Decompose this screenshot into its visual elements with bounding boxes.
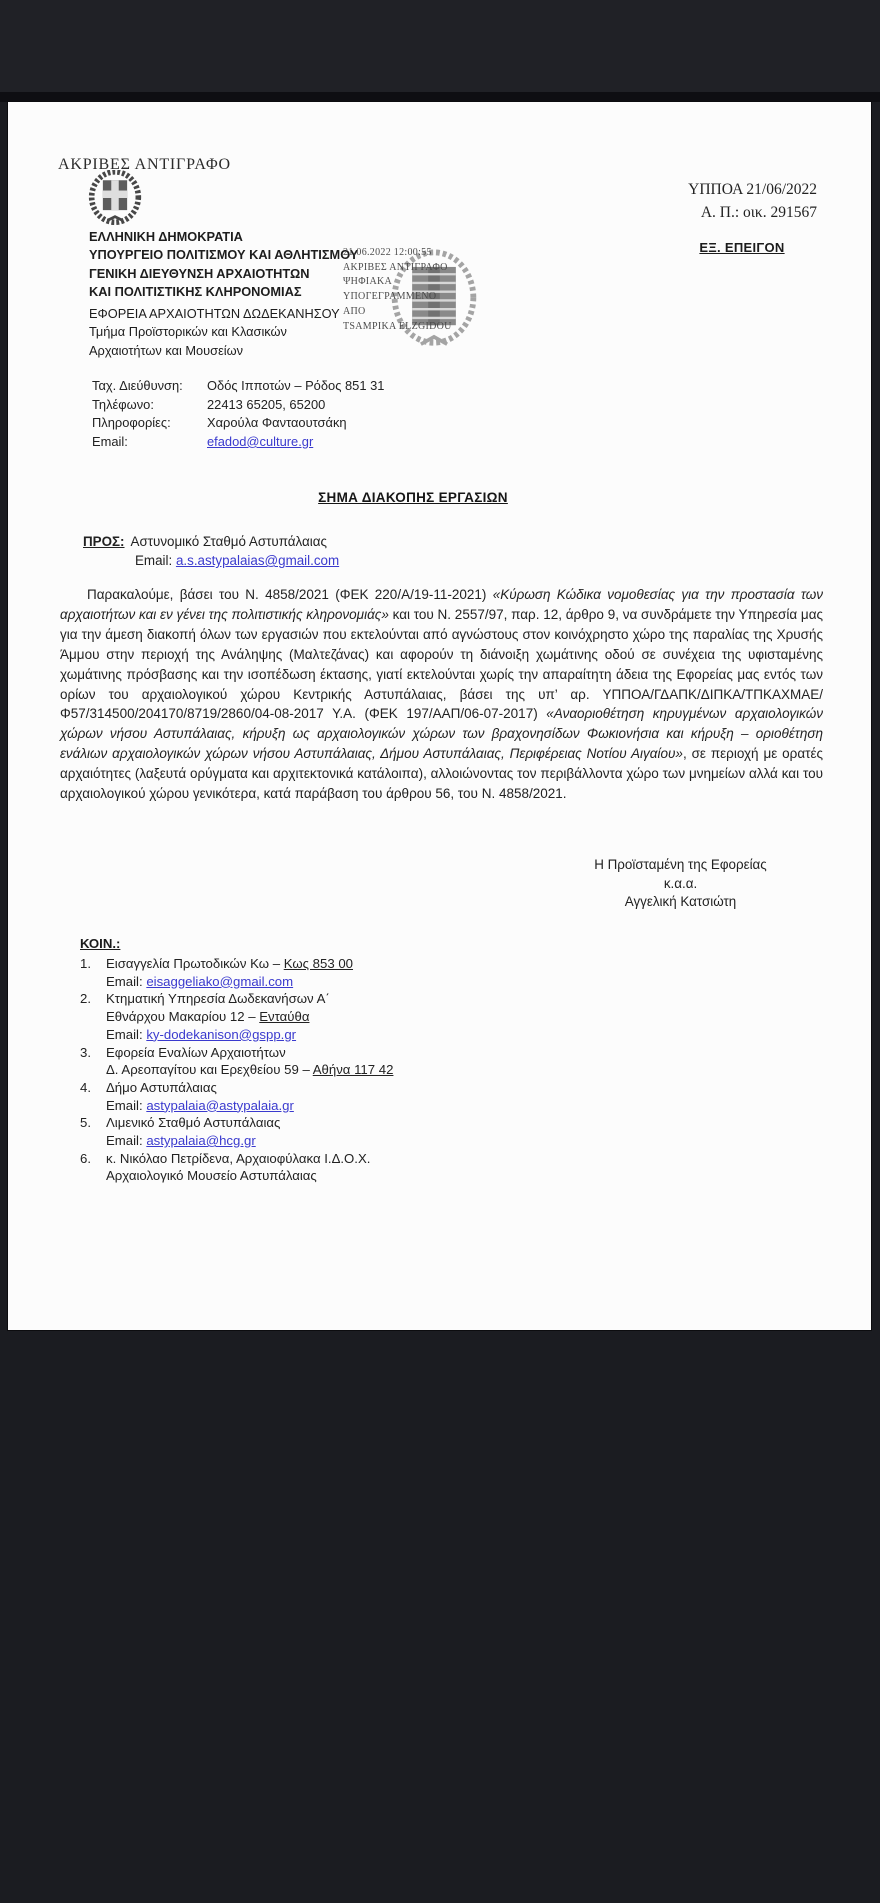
ministry-line: Αρχαιοτήτων και Μουσείων	[89, 342, 244, 358]
contact-value: 22413 65205, 65200	[207, 396, 326, 412]
text-segment: Εισαγγελία Πρωτοδικών Κω –	[106, 956, 284, 971]
body-paragraph	[60, 585, 823, 804]
ministry-line: ΓΕΝΙΚΗ ΔΙΕΥΘΥΝΣΗ ΑΡΧΑΙΟΤΗΤΩΝ	[89, 265, 310, 281]
contact-row	[92, 377, 384, 396]
text-segment: «Κύρωση Κώδικα νομοθεσίας για την προστασία των αρχαιοτήτων και εν γένει της πολιτιστικής κληρονομιάς»	[60, 587, 823, 622]
recipient-block	[83, 532, 339, 570]
cc-item	[80, 990, 580, 1043]
cc-item-number: 4.	[80, 1079, 91, 1095]
text-segment: Κτηματική Υπηρεσία Δωδεκανήσων Α΄	[106, 991, 330, 1007]
contact-label: Email:	[92, 433, 128, 449]
ministry-line: ΥΠΟΥΡΓΕΙΟ ΠΟΛΙΤΙΣΜΟΥ ΚΑΙ ΑΘΛΗΤΙΣΜΟΥ	[89, 247, 359, 263]
signature-line: κ.α.α.	[663, 875, 698, 891]
stamp-line: ΑΚΡΙΒΕΣ ΑΝΤΙΓΡΑΦΟ	[343, 261, 448, 273]
cc-list	[80, 955, 580, 1185]
cc-label: ΚΟΙΝ.:	[80, 936, 121, 951]
contact-block	[92, 377, 384, 451]
text-segment: Email:	[106, 1097, 147, 1113]
text-segment: Λιμενικό Σταθμό Αστυπάλαιας	[106, 1115, 281, 1131]
cc-item	[80, 1114, 580, 1149]
ministry-line: ΕΦΟΡΕΙΑ ΑΡΧΑΙΟΤΗΤΩΝ ΔΩΔΕΚΑΝΗΣΟΥ	[89, 306, 340, 322]
cc-item	[80, 1079, 580, 1114]
header-right-block	[647, 178, 817, 259]
recipient-email-line	[83, 551, 339, 570]
recipient-label: ΠΡΟΣ:	[83, 534, 125, 549]
cc-item-number: 6.	[80, 1150, 91, 1166]
text-segment: Εφορεία Εναλίων Αρχαιοτήτων	[106, 1044, 286, 1060]
stamp-line: ΥΠΟΓΕΓΡΑΜΜΕΝΟ	[343, 291, 437, 303]
stamp-line: ΨΗΦΙΑΚΑ	[343, 276, 393, 288]
signature-line: Αγγελική Κατσιώτη	[624, 894, 737, 910]
cc-item-lines	[106, 1079, 580, 1114]
contact-value: Οδός Ιπποτών – Ρόδος 851 31	[207, 378, 385, 393]
page-top-shadow	[0, 92, 880, 102]
cc-item	[80, 1044, 580, 1079]
cc-line	[106, 1097, 580, 1115]
text-segment: κ. Νικόλαο Πετρίδενα, Αρχαιοφύλακα Ι.Δ.Ο.Χ.	[106, 1150, 371, 1166]
contact-row	[92, 396, 384, 415]
ministry-line: Τμήμα Προϊστορικών και Κλασικών	[89, 324, 287, 340]
text-segment: και του Ν. 2557/97, παρ. 12, άρθρο 9, να συνδράμετε την Υπηρεσία μας για την άμεση διακοπή όλων των εργασιών που εκτελούνται από αγνώστους στον κοινόχρηστο χώρο της παραλίας της Χρυσής Άμμου στην περιοχή της Ανάληψης (Μαλτεζάνας) και αφορούν τη διάνοιξη χωμάτινης οδού σε συνέχεια της υφισταμένης χωμάτινης πρόσβασης και την ισοπέδωση έκτασης, γιατί εκτελούνται χωρίς την απαραίτητη άδεια της Εφορείας μας εντός των ορίων του αρχαιολογικού χώρου Κεντρικής Αστυπάλαιας, βάσει της υπ’ αρ. ΥΠΠΟΑ/ΓΔΑΠΚ/ΔΙΠΚΑ/ΤΠΚΑΧΜΑΕ/Φ57/314500/204170/8719/2860/04-08-2017 Υ.Α. (ΦΕΚ 197/ΑΑΠ/06-07-2017)	[60, 606, 824, 722]
cc-line	[106, 973, 580, 991]
recipient-line	[83, 532, 339, 551]
recipient-email-label: Email:	[135, 553, 173, 568]
cc-item	[80, 1150, 580, 1185]
cc-item-number: 1.	[80, 956, 91, 971]
text-segment: Email:	[106, 1026, 147, 1042]
cc-email-link[interactable]: ky-dodekanison@gspp.gr	[146, 1026, 297, 1042]
text-segment: Παρακαλούμε, βάσει του Ν. 4858/2021 (ΦΕΚ 220/Α/19-11-2021)	[87, 587, 493, 602]
recipient-name: Αστυνομικό Σταθμό Αστυπάλαιας	[130, 534, 327, 549]
text-segment: Αρχαιολογικό Μουσείο Αστυπάλαιας	[106, 1168, 317, 1184]
cc-email-link[interactable]: astypalaia@hcg.gr	[146, 1133, 256, 1149]
coat-of-arms-icon	[86, 170, 144, 226]
text-segment: Κως 853 00	[283, 956, 354, 971]
cc-item-lines	[106, 990, 580, 1043]
signature-line: Η Προϊσταμένη της Εφορείας	[594, 857, 767, 872]
cc-line	[106, 1132, 580, 1150]
ministry-line: ΚΑΙ ΠΟΛΙΤΙΣΤΙΚΗΣ ΚΛΗΡΟΝΟΜΙΑΣ	[89, 283, 302, 299]
cc-item	[80, 955, 580, 990]
text-segment: Αθήνα 117 42	[312, 1062, 394, 1078]
cc-line	[106, 1026, 580, 1044]
cc-item-lines	[106, 955, 580, 990]
ministry-line: ΕΛΛΗΝΙΚΗ ΔΗΜΟΚΡΑΤΙΑ	[89, 229, 243, 244]
cc-item-lines	[106, 1150, 580, 1185]
stamp-line: 21.06.2022 12:00:55	[343, 247, 432, 258]
text-segment: Email:	[106, 1133, 147, 1149]
contact-label: Πληροφορίες:	[92, 415, 171, 431]
text-segment: «Αναοριοθέτηση κηρυγμένων αρχαιολογικών χώρων νήσου Αστυπάλαιας, κήρυξη ως αρχαιολογικών χώρων των βραχονησίδων Φωκιονήσια και κήρυξη – οριοθέτηση ενάλιων αρχαιολογικών χώρων νήσου Αστυπάλαιας, Δήμου Αστυπάλαιας, Περιφέρειας Νοτίου Αιγαίου»	[60, 706, 823, 762]
cc-line	[106, 1150, 580, 1168]
text-segment: Email:	[106, 973, 147, 989]
document-page	[8, 102, 871, 1330]
contact-label: Τηλέφωνο:	[92, 396, 154, 412]
certified-copy-label: ΑΚΡΙΒΕΣ ΑΝΤΙΓΡΑΦΟ	[58, 156, 231, 173]
text-segment: Δ. Αρεοπαγίτου και Ερεχθείου 59 –	[106, 1062, 313, 1078]
cc-line	[106, 1167, 580, 1185]
contact-label: Ταχ. Διεύθυνση:	[92, 378, 183, 393]
cc-line	[106, 1061, 580, 1079]
protocol-date: ΥΠΠΟΑ 21/06/2022	[688, 181, 817, 198]
text-segment: Δήμο Αστυπάλαιας	[106, 1079, 217, 1095]
cc-email-link[interactable]: astypalaia@astypalaia.gr	[146, 1097, 294, 1113]
text-segment: Εθνάρχου Μακαρίου 12 –	[106, 1009, 260, 1025]
signature-block	[508, 856, 853, 912]
cc-line	[106, 1008, 580, 1026]
text-segment: , σε περιοχή με ορατές αρχαιότητες (λαξευτά ορύγματα και αρχιτεκτονικά κατάλοιπα), αλλοιώνοντας τον περιβάλλοντα χώρο των μνημείων αλλά και του αρχαιολογικού χώρου γενικότερα, κατά παράβαση του άρθρου 56, του Ν. 4858/2021.	[60, 746, 823, 802]
cc-item-number: 3.	[80, 1044, 91, 1060]
cc-line	[106, 1044, 580, 1062]
cc-item-number: 5.	[80, 1115, 91, 1131]
cc-item-number: 2.	[80, 991, 91, 1007]
cc-line	[106, 1079, 580, 1097]
text-segment: Ενταύθα	[259, 1009, 310, 1025]
stamp-line: TSAMPIKA ELZGIDOU	[343, 320, 452, 332]
cc-line	[106, 990, 580, 1008]
cc-item-lines	[106, 1114, 580, 1149]
cc-email-link[interactable]: eisaggeliako@gmail.com	[146, 973, 294, 989]
cc-item-lines	[106, 1044, 580, 1079]
contact-email-link[interactable]: efadod@culture.gr	[207, 433, 314, 449]
contact-row	[92, 414, 384, 433]
cc-line	[106, 955, 580, 973]
stamp-line: ΑΠΟ	[343, 305, 366, 317]
protocol-number: Α. Π.: οικ. 291567	[700, 204, 817, 221]
urgency-label: ΕΞ. ΕΠΕΙΓΟΝ	[699, 240, 785, 255]
contact-value: Χαρούλα Φανταουτσάκη	[207, 415, 347, 431]
document-title: ΣΗΜΑ ΔΙΑΚΟΠΗΣ ΕΡΓΑΣΙΩΝ	[318, 490, 508, 505]
digital-signature-stamp	[343, 246, 493, 334]
cc-line	[106, 1114, 580, 1132]
contact-row	[92, 433, 384, 452]
top-dark-band	[0, 0, 880, 92]
recipient-email-link[interactable]: a.s.astypalaias@gmail.com	[175, 553, 340, 568]
